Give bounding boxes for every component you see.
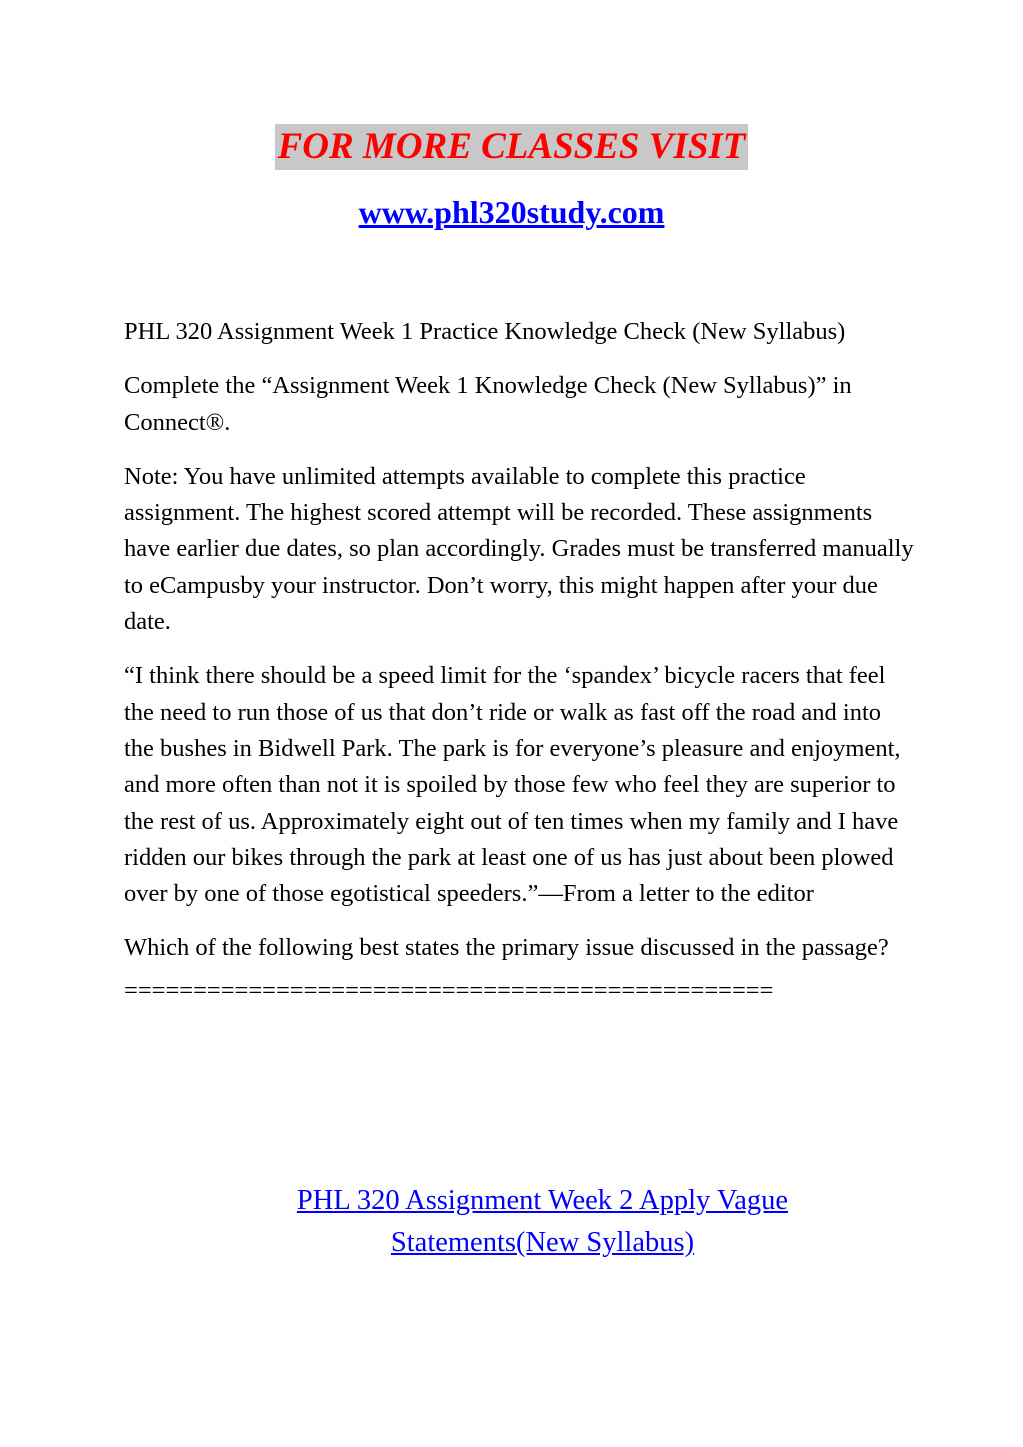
assignment-instruction: Complete the “Assignment Week 1 Knowledge Check (New Syllabus)” in Connect®. bbox=[124, 372, 852, 436]
assignment-note: Note: You have unlimited attempts available to complete this practice assignment. The highest scored attempt will be recorded. These assignments have earlier due dates, so plan accordingly. Grades must be transferred manually to eCampusby your instructor. Don’t worry, this might happen after your due date. bbox=[124, 462, 914, 636]
promo-banner bbox=[0, 124, 1023, 170]
document-body bbox=[124, 314, 914, 1027]
promo-banner-text: FOR MORE CLASSES VISIT bbox=[275, 124, 749, 170]
assignment-title: PHL 320 Assignment Week 1 Practice Knowledge Check (New Syllabus) bbox=[124, 318, 846, 345]
separator-line: =============================================== bbox=[124, 976, 774, 1004]
next-assignment-link[interactable]: PHL 320 Assignment Week 2 Apply Vague Statements(New Syllabus) bbox=[296, 1185, 789, 1258]
site-link-container bbox=[0, 194, 1023, 231]
question-text: Which of the following best states the primary issue discussed in the passage? bbox=[124, 934, 889, 962]
site-url-link[interactable]: www.phl320study.com bbox=[358, 194, 665, 230]
next-assignment-link-container bbox=[215, 1180, 870, 1264]
quote-passage: “I think there should be a speed limit for the ‘spandex’ bicycle racers that feel the need to run those of us that don’t ride or walk as fast off the road and into the bushes in Bidwell Park. The park is for everyone’s pleasure and enjoyment, and more often than not it is spoiled by those few who feel they are superior to the rest of us. Approximately eight out of ten times when my family and I have ridden our bikes through the park at least one of us has just about been plowed over by one of those egotistical speeders.”—From a letter to the editor bbox=[124, 662, 901, 908]
